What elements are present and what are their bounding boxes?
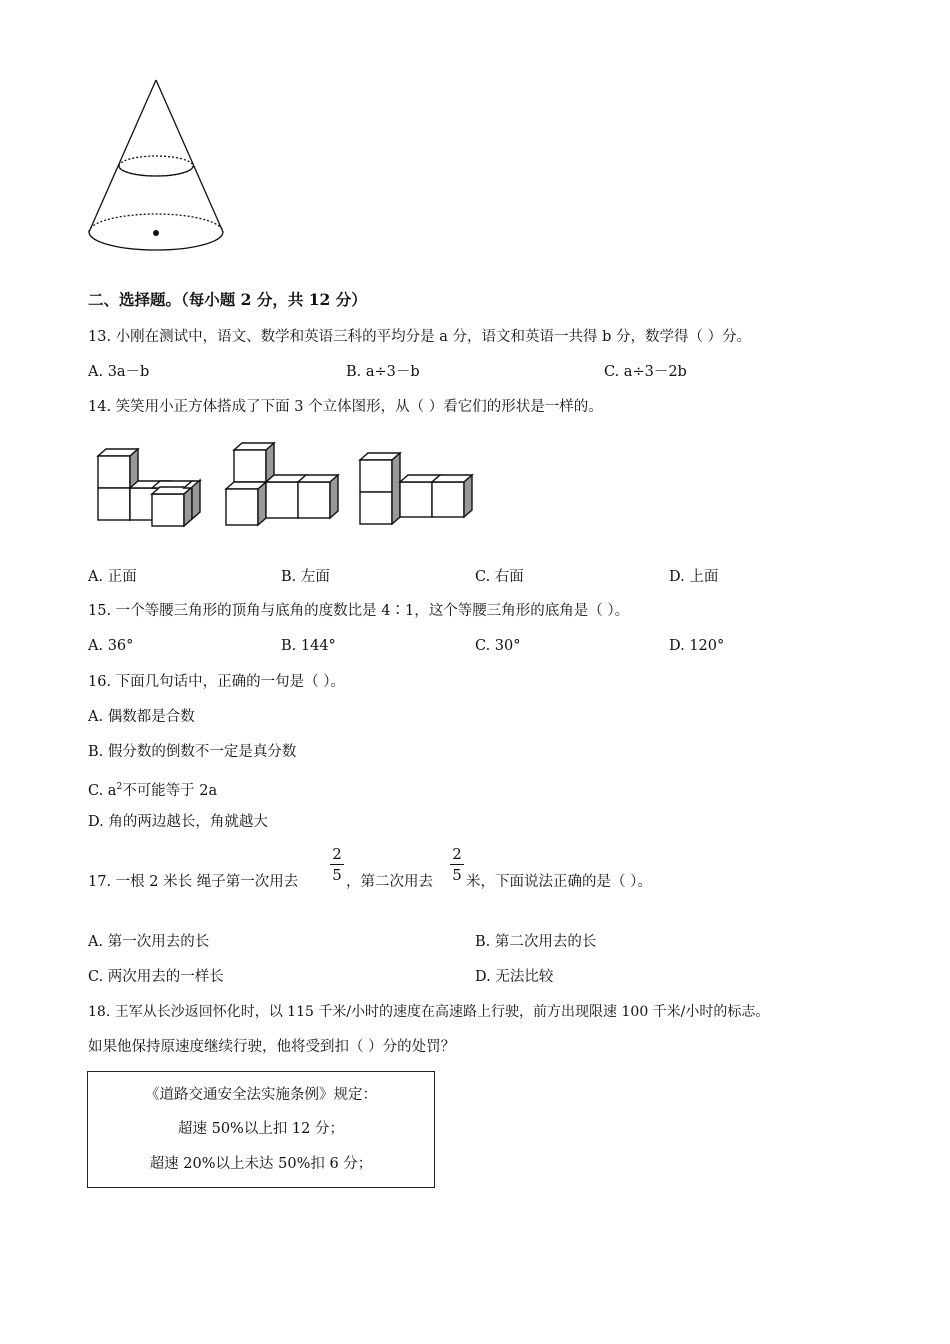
q14-option-c[interactable]: C. 右面 (475, 569, 524, 585)
q16-option-c-pre: C. a (88, 782, 117, 799)
cone-figure (80, 70, 240, 260)
q17-fraction-1 (330, 846, 344, 883)
q15-option-c[interactable]: C. 30° (475, 638, 521, 654)
q17-option-a[interactable]: A. 第一次用去的长 (88, 934, 210, 950)
cone-base-center (153, 230, 159, 236)
regulation-box (87, 1071, 435, 1188)
q17-stem-part3: 米，下面说法正确的是（ ）。 (466, 874, 652, 890)
q18-stem-line1: 18. 王军从长沙返回怀化时，以 115 千米/小时的速度在高速路上行驶，前方出现限速 100 千米/小时的标志。 (88, 1004, 770, 1020)
cube-figures (90, 440, 480, 535)
q17-fraction-2-num: 2 (452, 845, 462, 863)
q17-option-b[interactable]: B. 第二次用去的长 (475, 934, 597, 950)
cube-figure-1 (98, 449, 200, 526)
q16-option-c-sup: 2 (116, 782, 123, 792)
q17-stem-part2: ，第二次用去 (346, 874, 433, 890)
q14-stem: 14. 笑笑用小正方体搭成了下面 3 个立体图形，从（ ）看它们的形状是一样的。 (88, 399, 603, 415)
section-title: 二、选择题。（每小题 2 分，共 12 分） (88, 290, 367, 309)
q17-fraction-2 (450, 846, 464, 883)
regulation-title: 《道路交通安全法实施条例》规定： (145, 1087, 377, 1103)
q17-fraction-1-den: 5 (332, 866, 342, 884)
q14-option-b[interactable]: B. 左面 (281, 569, 330, 585)
q13-option-b[interactable]: B. a÷3－b (346, 364, 420, 380)
q17-option-d[interactable]: D. 无法比较 (475, 969, 554, 985)
q16-option-d[interactable]: D. 角的两边越长，角就越大 (88, 814, 268, 830)
q16-option-c[interactable] (88, 777, 217, 801)
q16-option-b[interactable]: B. 假分数的倒数不一定是真分数 (88, 744, 297, 760)
regulation-rule-1: 超速 50%以上扣 12 分； (177, 1121, 344, 1137)
q15-option-d[interactable]: D. 120° (669, 638, 725, 654)
q17-fraction-2-den: 5 (452, 866, 462, 884)
cone-cut-ellipse-front (119, 166, 193, 176)
q15-stem: 15. 一个等腰三角形的顶角与底角的度数比是 4∶1，这个等腰三角形的底角是（ ）。 (88, 603, 630, 619)
q14-option-d[interactable]: D. 上面 (669, 569, 719, 585)
cube-figure-3 (360, 453, 472, 524)
q15-option-b[interactable]: B. 144° (281, 638, 336, 654)
q14-option-a[interactable]: A. 正面 (88, 569, 137, 585)
cone-base-back (89, 214, 223, 232)
q13-stem: 13. 小刚在测试中，语文、数学和英语三科的平均分是 a 分，语文和英语一共得 b 分，数学得（ ）分。 (88, 329, 752, 345)
q13-option-a[interactable]: A. 3a－b (88, 364, 150, 380)
q16-option-a[interactable]: A. 偶数都是合数 (88, 709, 195, 725)
q17-fraction-1-num: 2 (332, 845, 342, 863)
q17-stem-part1: 17. 一根 2 米长 绳子第一次用去 (88, 874, 299, 890)
q17-option-c[interactable]: C. 两次用去的一样长 (88, 969, 224, 985)
regulation-rule-2: 超速 20%以上未达 50%扣 6 分； (149, 1156, 373, 1172)
cube-figure-2 (226, 443, 338, 525)
q16-option-c-post: 不可能等于 2a (122, 782, 218, 799)
q16-stem: 16. 下面几句话中，正确的一句是（ ）。 (88, 674, 346, 690)
q13-option-c[interactable]: C. a÷3－2b (604, 364, 687, 380)
q15-option-a[interactable]: A. 36° (88, 638, 134, 654)
q18-stem-line2: 如果他保持原速度继续行驶，他将受到扣（ ）分的处罚？ (88, 1039, 456, 1055)
